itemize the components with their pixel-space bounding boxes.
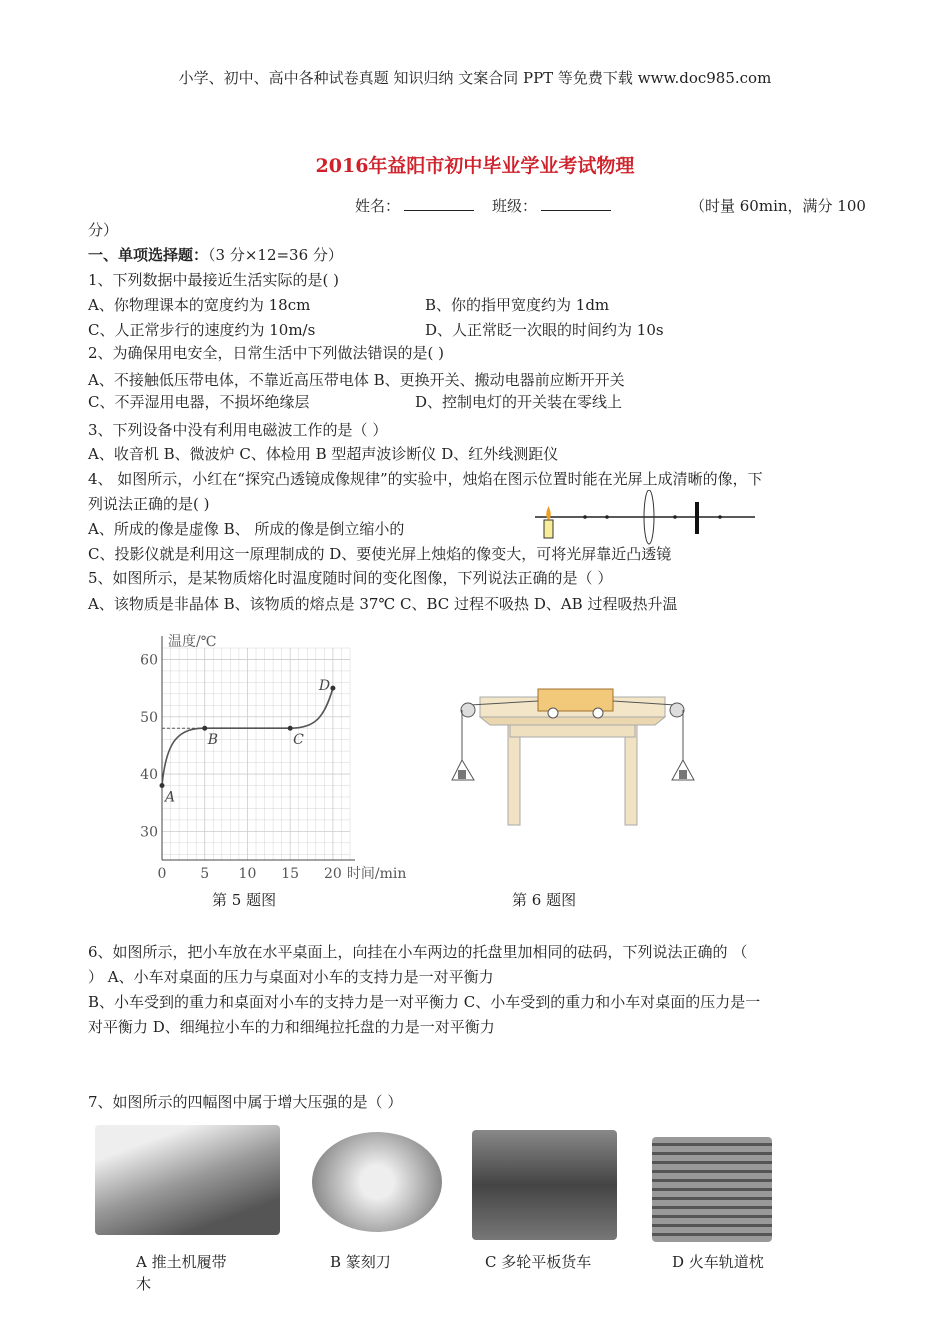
student-info xyxy=(355,196,629,216)
time-note: （时量 60min，满分 100 xyxy=(690,197,866,215)
q6-line-1: 6、如图所示，把小车放在水平桌面上，向挂在小车两边的托盘里加相同的砝码，下列说法正确的 （ xyxy=(88,943,748,961)
section-title: 一、单项选择题： xyxy=(88,246,209,264)
data-point xyxy=(202,726,207,731)
q3-stem: 3、下列设备中没有利用电磁波工作的是（ ） xyxy=(88,421,388,439)
q5-stem: 5、如图所示，是某物质熔化时温度随时间的变化图像，下列说法正确的是（ ） xyxy=(88,569,613,587)
section-heading xyxy=(88,245,343,265)
q7-caption-b: B 篆刻刀 xyxy=(330,1253,391,1271)
q1-option-a: A、你物理课本的宽度约为 18cm xyxy=(88,296,311,314)
class-label: 班级： xyxy=(492,197,538,215)
q1-option-d: D、人正常眨一次眼的时间约为 10s xyxy=(425,321,664,339)
q2-options-ab: A、不接触低压带电体，不靠近高压带电体 B、更换开关、搬动电器前应断开开关 xyxy=(88,371,625,389)
q2-option-d: D、控制电灯的开关装在零线上 xyxy=(415,393,623,411)
q7-caption-a: A 推土机履带 xyxy=(136,1253,227,1271)
exam-title: 2016年益阳市初中毕业学业考试物理 xyxy=(315,155,635,177)
q3-options: A、收音机 B、微波炉 C、体检用 B 型超声波诊断仪 D、红外线测距仪 xyxy=(88,445,559,463)
class-field[interactable] xyxy=(541,196,611,211)
q7-caption-c: C 多轮平板货车 xyxy=(485,1253,592,1271)
optical-bench-figure xyxy=(535,490,760,550)
q4-options-ab: A、所成的像是虚像 B、 所成的像是倒立缩小的 xyxy=(88,520,405,538)
y-tick-label: 30 xyxy=(140,824,158,841)
q1-stem: 1、下列数据中最接近生活实际的是( ) xyxy=(88,271,340,289)
q2-option-c: C、不弄湿用电器，不损坏绝缘层 xyxy=(88,393,310,411)
x-tick-label: 10 xyxy=(238,866,257,882)
q1-option-c: C、人正常步行的速度约为 10m/s xyxy=(88,321,316,339)
y-tick-label: 40 xyxy=(140,767,158,784)
name-label: 姓名： xyxy=(355,197,401,215)
point-label: C xyxy=(293,732,304,749)
q6-line-3: B、小车受到的重力和桌面对小车的支持力是一对平衡力 C、小车受到的重力和小车对桌面的压力是一 xyxy=(88,993,761,1011)
q5-options: A、该物质是非晶体 B、该物质的熔点是 37℃ C、BC 过程不吸热 D、AB 过程吸热升温 xyxy=(88,595,678,613)
q7-stem: 7、如图所示的四幅图中属于增大压强的是（ ） xyxy=(88,1093,403,1111)
candle-icon xyxy=(544,506,553,538)
q7-caption-d: D 火车轨道枕 xyxy=(672,1253,764,1271)
light-screen xyxy=(695,502,699,534)
x-tick-label: 5 xyxy=(200,866,210,882)
q6-line-2: ） A、小车对桌面的压力与桌面对小车的支持力是一对平衡力 xyxy=(88,968,494,986)
multi-wheel-truck-image xyxy=(472,1130,617,1240)
page-header: 小学、初中、高中各种试卷真题 知识归纳 文案合同 PPT 等免费下载 www.doc985.com xyxy=(178,69,772,87)
x-tick-label: 20 xyxy=(323,866,342,882)
data-point xyxy=(330,686,335,691)
bulldozer-image xyxy=(95,1125,280,1235)
name-field[interactable] xyxy=(404,196,474,211)
point-label: A xyxy=(165,789,176,806)
figure-6-caption: 第 6 题图 xyxy=(512,891,577,909)
section-score: （3 分×12=36 分） xyxy=(208,246,343,264)
q6-line-4: 对平衡力 D、细绳拉小车的力和细绳拉托盘的力是一对平衡力 xyxy=(88,1018,495,1036)
point-label: B xyxy=(207,732,219,749)
q2-stem: 2、为确保用电安全，日常生活中下列做法错误的是( ) xyxy=(88,344,445,362)
y-axis-label: 温度/℃ xyxy=(168,634,217,650)
data-point xyxy=(288,726,293,731)
q4-stem-1: 4、 如图所示，小红在“探究凸透镜成像规律”的实验中，烛焰在图示位置时能在光屏上成清晰的像，下 xyxy=(88,470,763,488)
y-tick-label: 60 xyxy=(140,652,158,669)
q4-stem-2: 列说法正确的是( ) xyxy=(88,495,210,513)
data-point xyxy=(160,783,165,788)
y-tick-label: 50 xyxy=(140,709,158,726)
carving-knife-image xyxy=(312,1132,442,1232)
figure-5-caption: 第 5 题图 xyxy=(212,891,277,909)
x-tick-label: 15 xyxy=(281,866,300,882)
q1-option-b: B、你的指甲宽度约为 1dm xyxy=(425,296,610,314)
time-note-end: 分） xyxy=(88,221,119,239)
point-label: D xyxy=(318,678,331,695)
x-tick-label: 0 xyxy=(157,866,167,882)
q7-caption-a-end: 木 xyxy=(136,1275,152,1293)
railway-sleeper-image xyxy=(652,1137,772,1242)
temperature-time-chart xyxy=(125,628,445,883)
x-axis-label: 时间/min xyxy=(346,866,407,882)
cart-on-table-figure xyxy=(450,685,695,830)
q4-options-cd: C、投影仪就是利用这一原理制成的 D、要使光屏上烛焰的像变大，可将光屏靠近凸透镜 xyxy=(88,545,672,563)
